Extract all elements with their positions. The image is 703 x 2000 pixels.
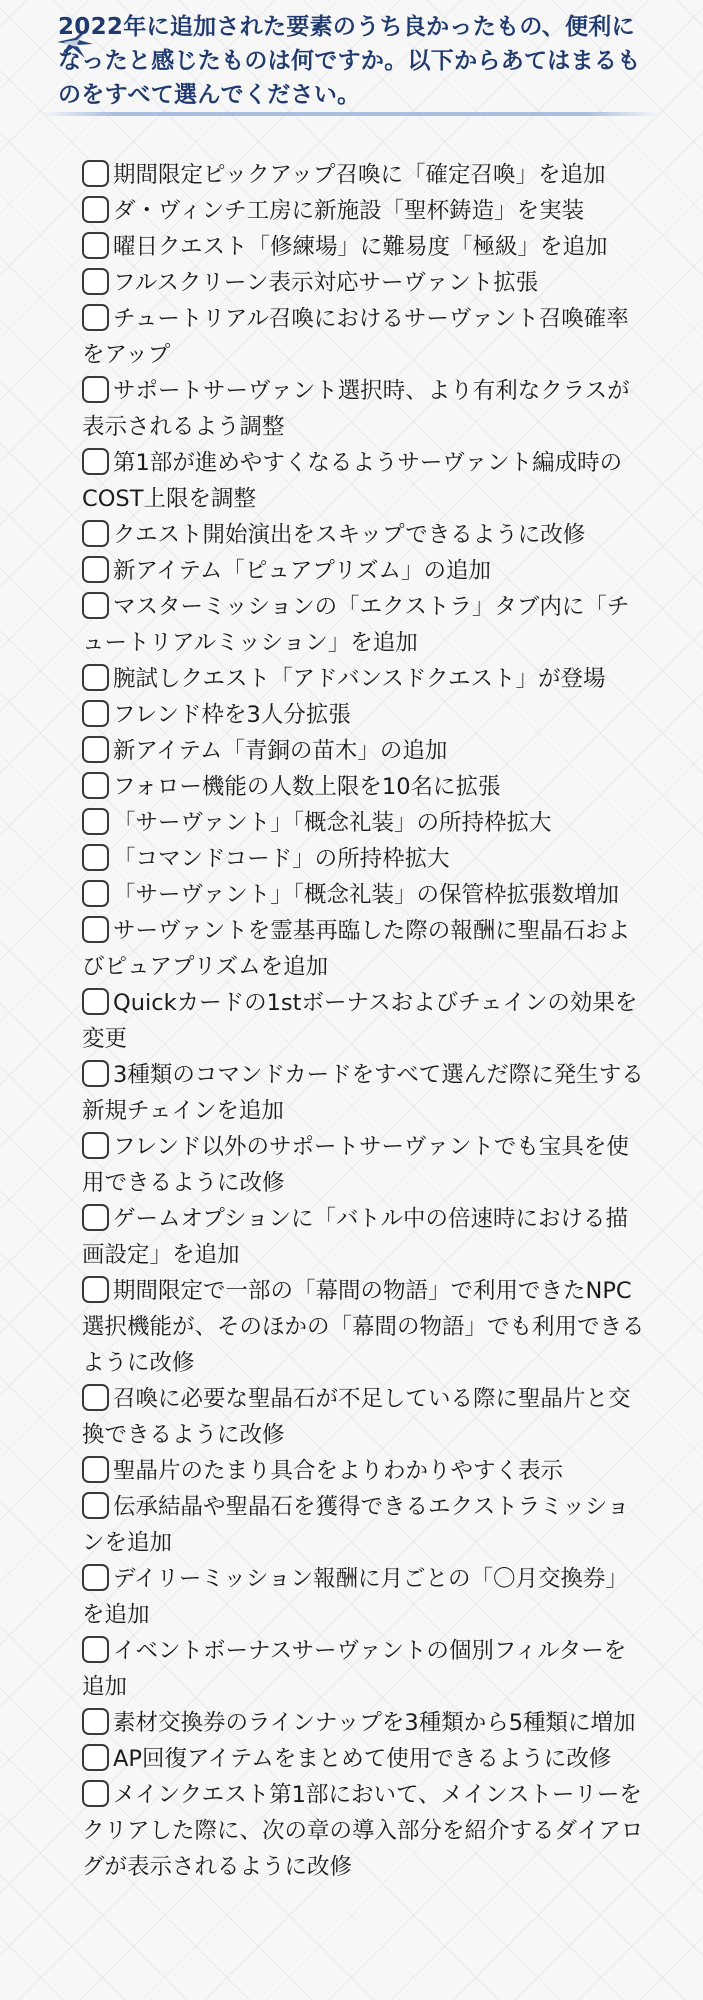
checkbox[interactable] xyxy=(82,736,109,763)
option-item[interactable] xyxy=(82,1381,648,1453)
checkbox[interactable] xyxy=(82,448,109,475)
checkbox[interactable] xyxy=(82,664,109,691)
checkbox[interactable] xyxy=(82,556,109,583)
option-label: 召喚に必要な聖晶石が不足している際に聖晶片と交換できるように改修 xyxy=(82,1386,631,1448)
option-label: 新アイテム「ピュアプリズム」の追加 xyxy=(113,558,492,584)
option-label: クエスト開始演出をスキップできるように改修 xyxy=(113,522,586,548)
option-label: 聖晶片のたまり具合をよりわかりやすく表示 xyxy=(113,1458,564,1484)
option-item[interactable] xyxy=(82,553,648,589)
checkbox[interactable] xyxy=(82,1384,109,1411)
option-item[interactable] xyxy=(82,1129,648,1201)
checkbox[interactable] xyxy=(82,1492,109,1519)
option-item[interactable] xyxy=(82,1489,648,1561)
checkbox[interactable] xyxy=(82,160,109,187)
option-label: ゲームオプションに「バトル中の倍速時における描画設定」を追加 xyxy=(82,1206,629,1268)
option-item[interactable] xyxy=(82,1273,648,1381)
checkbox[interactable] xyxy=(82,772,109,799)
option-item[interactable] xyxy=(82,265,648,301)
option-label: AP回復アイテムをまとめて使用できるように改修 xyxy=(113,1746,612,1772)
option-label: マスターミッションの「エクストラ」タブ内に「チュートリアルミッション」を追加 xyxy=(82,594,630,656)
checkbox[interactable] xyxy=(82,1708,109,1735)
option-item[interactable] xyxy=(82,373,648,445)
option-item[interactable] xyxy=(82,913,648,985)
option-item[interactable] xyxy=(82,301,648,373)
checkbox[interactable] xyxy=(82,232,109,259)
option-label: 腕試しクエスト「アドバンスドクエスト」が登場 xyxy=(113,666,606,692)
checkbox[interactable] xyxy=(82,1780,109,1807)
option-item[interactable] xyxy=(82,697,648,733)
option-label: 期間限定で一部の「幕間の物語」で利用できたNPC選択機能が、そのほかの「幕間の物語」でも利用できるように改修 xyxy=(82,1278,645,1376)
option-label: 3種類のコマンドカードをすべて選んだ際に発生する新規チェインを追加 xyxy=(82,1062,644,1124)
option-item[interactable] xyxy=(82,985,648,1057)
option-label: フレンド枠を3人分拡張 xyxy=(113,702,351,728)
option-label: チュートリアル召喚におけるサーヴァント召喚確率をアップ xyxy=(82,306,629,368)
option-label: フォロー機能の人数上限を10名に拡張 xyxy=(113,774,501,800)
checkbox[interactable] xyxy=(82,844,109,871)
option-item[interactable] xyxy=(82,1705,648,1741)
checkbox[interactable] xyxy=(82,1204,109,1231)
option-item[interactable] xyxy=(82,157,648,193)
option-label: フルスクリーン表示対応サーヴァント拡張 xyxy=(113,270,539,296)
option-label: 伝承結晶や聖晶石を獲得できるエクストラミッションを追加 xyxy=(82,1494,630,1556)
option-label: 第1部が進めやすくなるようサーヴァント編成時のCOST上限を調整 xyxy=(82,450,623,512)
checkbox[interactable] xyxy=(82,1744,109,1771)
checkbox[interactable] xyxy=(82,1564,109,1591)
option-item[interactable] xyxy=(82,445,648,517)
option-label: イベントボーナスサーヴァントの個別フィルターを追加 xyxy=(82,1638,627,1700)
option-item[interactable] xyxy=(82,229,648,265)
checkbox[interactable] xyxy=(82,808,109,835)
option-item[interactable] xyxy=(82,1777,648,1885)
option-label: 新アイテム「青銅の苗木」の追加 xyxy=(113,738,448,764)
option-item[interactable] xyxy=(82,589,648,661)
option-label: 期間限定ピックアップ召喚に「確定召喚」を追加 xyxy=(113,162,606,188)
option-label: 素材交換券のラインナップを3種類から5種類に増加 xyxy=(113,1710,636,1736)
checkbox[interactable] xyxy=(82,1060,109,1087)
option-label: サーヴァントを霊基再臨した際の報酬に聖晶石およびピュアプリズムを追加 xyxy=(82,918,631,980)
checkbox[interactable] xyxy=(82,196,109,223)
option-item[interactable] xyxy=(82,805,648,841)
option-label: 「コマンドコード」の所持枠拡大 xyxy=(113,846,450,872)
option-item[interactable] xyxy=(82,1633,648,1705)
checkbox[interactable] xyxy=(82,988,109,1015)
checkbox[interactable] xyxy=(82,268,109,295)
option-label: サポートサーヴァント選択時、より有利なクラスが表示されるよう調整 xyxy=(82,378,630,440)
option-label: Quickカードの1stボーナスおよびチェインの効果を変更 xyxy=(82,990,638,1052)
option-label: デイリーミッション報酬に月ごとの「〇月交換券」を追加 xyxy=(82,1566,629,1628)
option-item[interactable] xyxy=(82,193,648,229)
options-list xyxy=(82,157,648,1885)
option-item[interactable] xyxy=(82,1201,648,1273)
option-item[interactable] xyxy=(82,877,648,913)
checkbox[interactable] xyxy=(82,1456,109,1483)
checkbox[interactable] xyxy=(82,880,109,907)
option-label: フレンド以外のサポートサーヴァントでも宝具を使用できるように改修 xyxy=(82,1134,629,1196)
checkbox[interactable] xyxy=(82,376,109,403)
option-item[interactable] xyxy=(82,1453,648,1489)
checkbox[interactable] xyxy=(82,1636,109,1663)
option-item[interactable] xyxy=(82,661,648,697)
checkbox[interactable] xyxy=(82,520,109,547)
option-label: 曜日クエスト「修練場」に難易度「極級」を追加 xyxy=(113,234,608,260)
checkbox[interactable] xyxy=(82,304,109,331)
question-text: 2022年に追加された要素のうち良かったもの、便利になったと感じたものは何ですか。以下からあてはまるものをすべて選んでください。 xyxy=(58,14,641,108)
checkbox[interactable] xyxy=(82,916,109,943)
option-label: メインクエスト第1部において、メインストーリーをクリアした際に、次の章の導入部分を紹介するダイアログが表示されるように改修 xyxy=(82,1782,644,1880)
checkbox[interactable] xyxy=(82,592,109,619)
option-item[interactable] xyxy=(82,1741,648,1777)
checkbox[interactable] xyxy=(82,1276,109,1303)
header-divider xyxy=(40,112,660,116)
checkbox[interactable] xyxy=(82,700,109,727)
option-item[interactable] xyxy=(82,517,648,553)
option-label: 「サーヴァント」「概念礼装」の保管枠拡張数増加 xyxy=(113,882,620,908)
option-item[interactable] xyxy=(82,733,648,769)
option-item[interactable] xyxy=(82,1561,648,1633)
option-label: ダ・ヴィンチ工房に新施設「聖杯鋳造」を実装 xyxy=(113,198,585,224)
option-item[interactable] xyxy=(82,841,648,877)
option-item[interactable] xyxy=(82,769,648,805)
option-label: 「サーヴァント」「概念礼装」の所持枠拡大 xyxy=(113,810,552,836)
option-item[interactable] xyxy=(82,1057,648,1129)
checkbox[interactable] xyxy=(82,1132,109,1159)
